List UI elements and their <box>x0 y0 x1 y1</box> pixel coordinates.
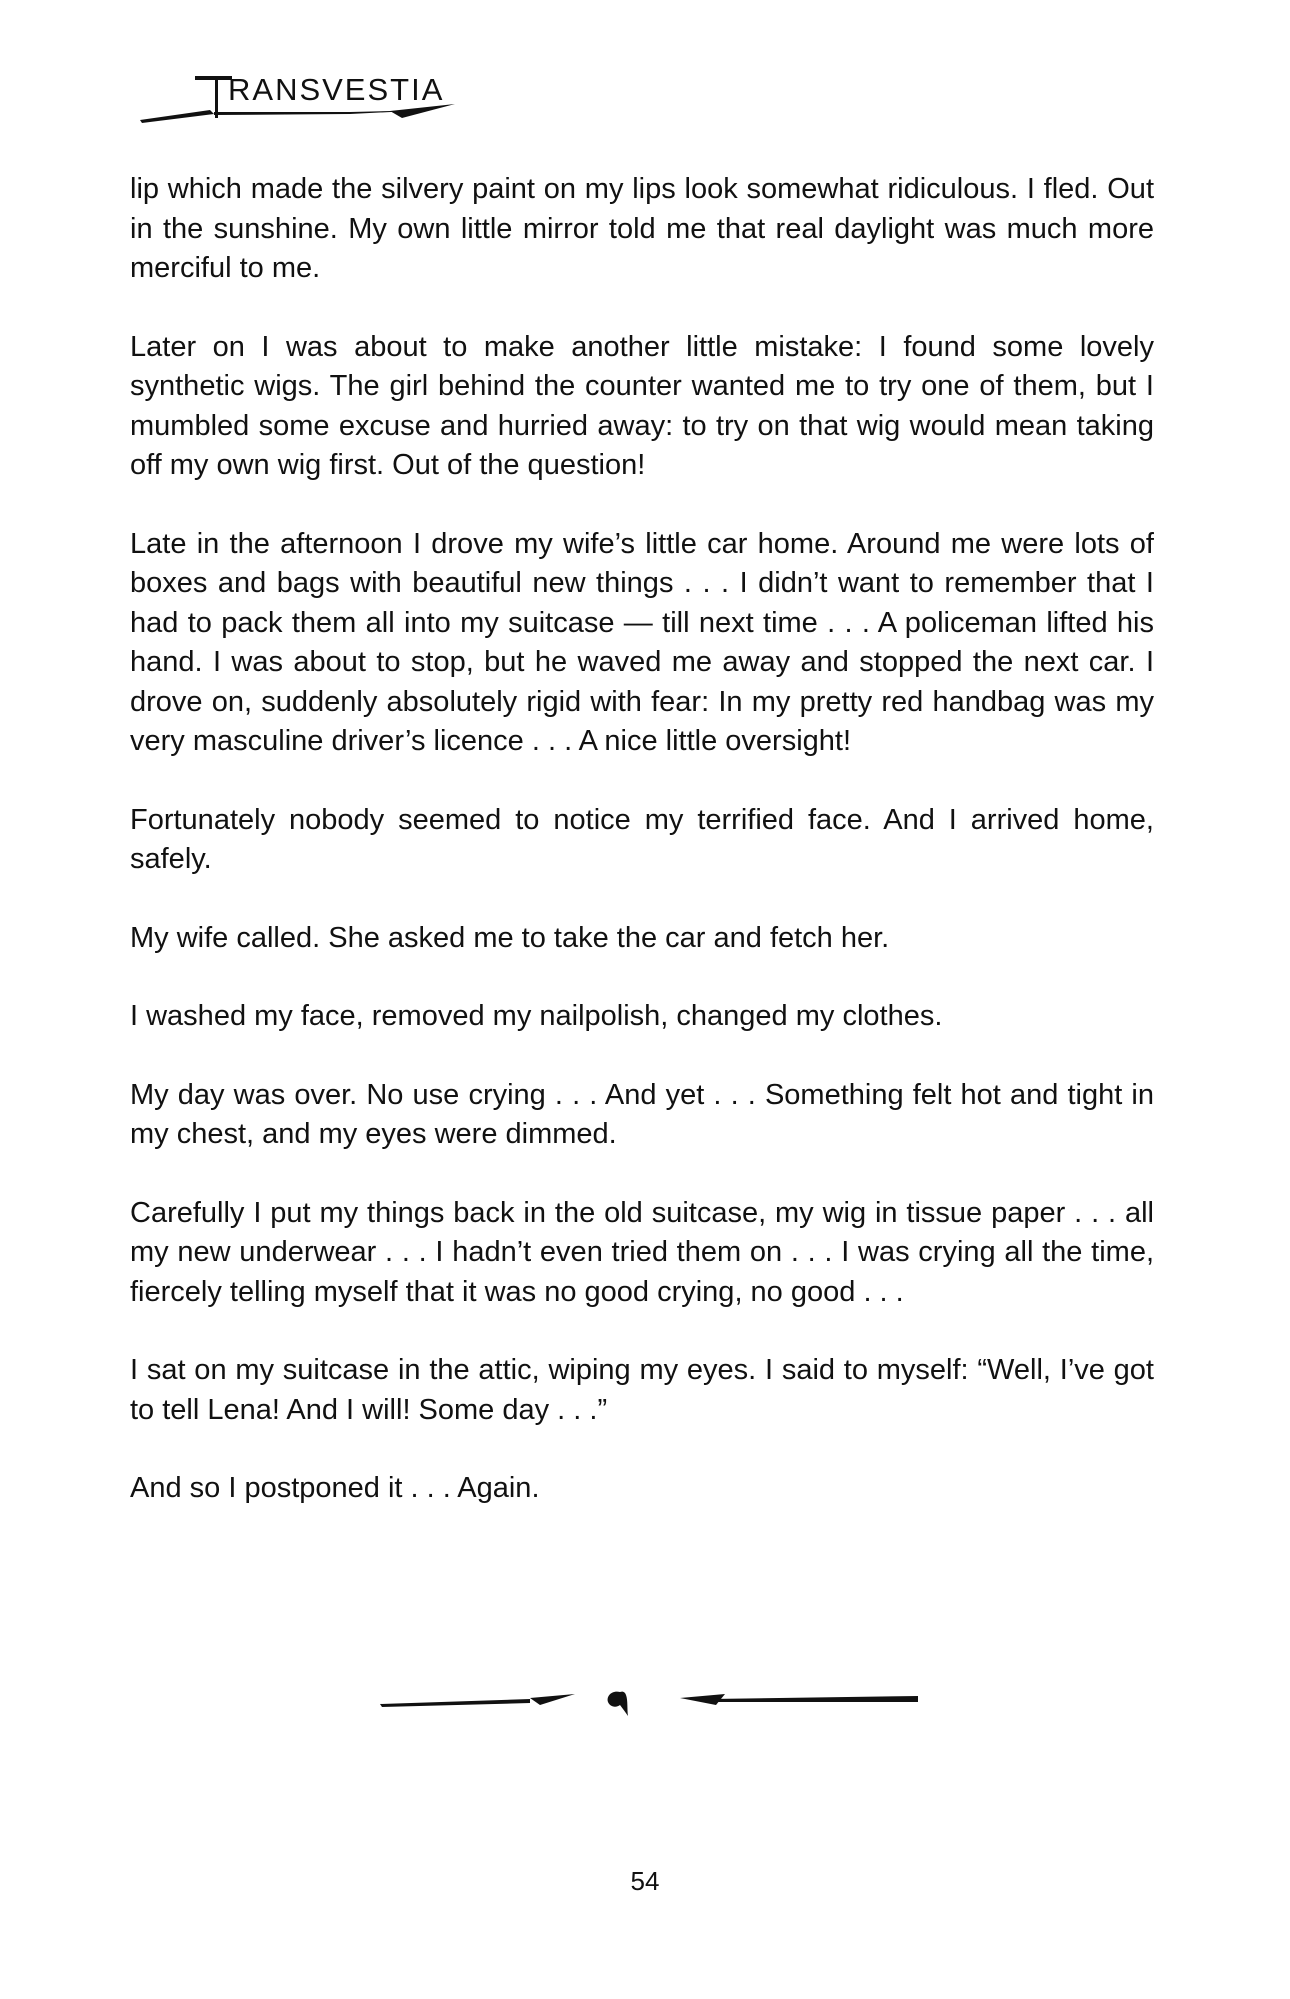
paragraph: My wife called. She asked me to take the car and fetch her. <box>130 921 890 954</box>
paragraph: Carefully I put my things back in the old suitcase, my wig in tissue paper . . . all my new underwear . . . I hadn’t even tried them on . . . I was crying all the time, fiercely telling myself that it was no good crying, no good . . . <box>130 1196 1154 1308</box>
paragraph: Later on I was about to make another little mistake: I found some lovely synthetic wigs. The girl behind the counter wanted me to try one of them, but I mumbled some excuse and hurried away: to try on that wig would mean taking off my own wig first. Out of the question! <box>130 330 1154 481</box>
paragraph: lip which made the silvery paint on my lips look somewhat ridiculous. I fled. Out in the sunshine. My own little mirror told me that real daylight was much more merciful to me. <box>130 173 1154 284</box>
paragraph: Fortunately nobody seemed to notice my terrified face. And I arrived home, safely. <box>130 803 1154 875</box>
masthead-logo <box>140 62 500 132</box>
paragraph: I washed my face, removed my nailpolish, changed my clothes. <box>130 1000 943 1032</box>
paragraph: Late in the afternoon I drove my wife’s little car home. Around me were lots of boxes and bags with beautiful new things . . . I didn’t want to remember that I had to pack them all into my suitcase — till next time . . . A policeman lifted his hand. I was about to stop, but he waved me away and stopped the next car. I drove on, suddenly absolutely rigid with fear: In my pretty red handbag was my very masculine driver’s licence . . . A nice little oversight! <box>130 527 1154 757</box>
masthead-title: RANSVESTIA <box>228 72 445 107</box>
paragraph: I sat on my suitcase in the attic, wiping my eyes. I said to myself: “Well, I’ve got to tell Lena! And I will! Some day . . .” <box>130 1354 1154 1426</box>
ornament-icon <box>380 1680 920 1720</box>
body-text <box>130 170 1154 1548</box>
paragraph: My day was over. No use crying . . . And yet . . . Something felt hot and tight in my chest, and my eyes were dimmed. <box>130 1078 1154 1150</box>
section-end-ornament <box>380 1680 920 1720</box>
paragraph: And so I postponed it . . . Again. <box>130 1472 540 1504</box>
page-number: 54 <box>630 1866 660 1896</box>
